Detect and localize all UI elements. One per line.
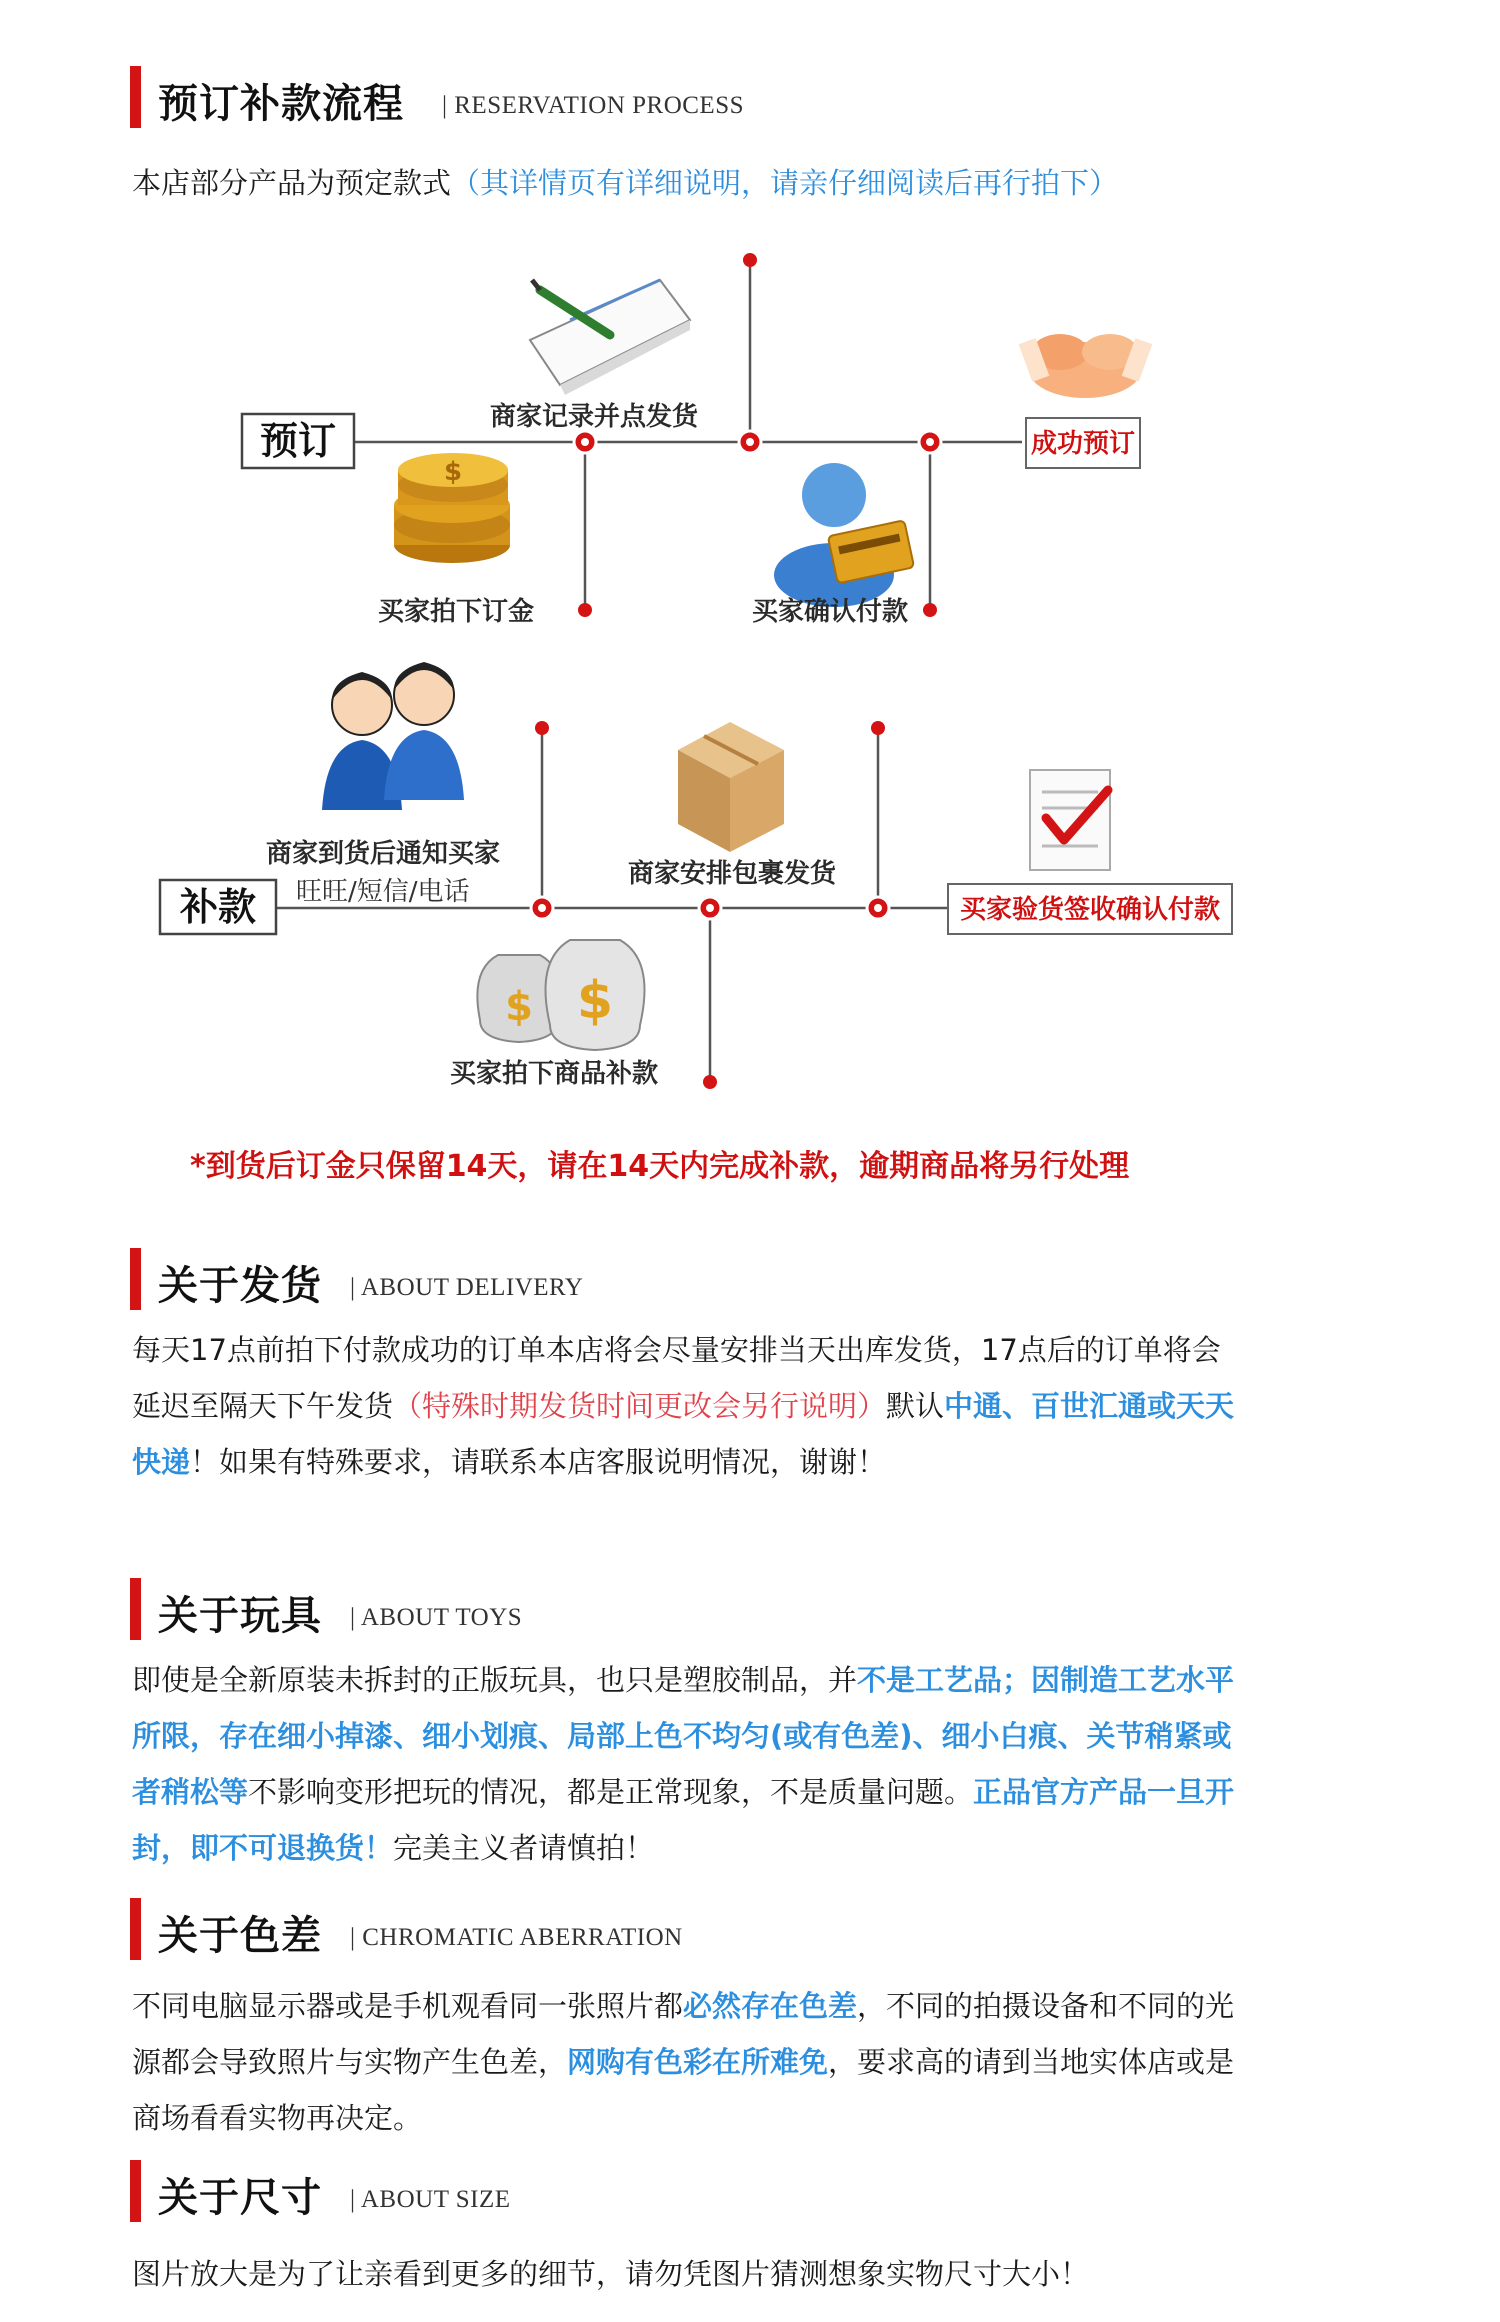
color-online: 网购有色彩在所难免 [567, 2045, 829, 2079]
size-text-1: 图片放大是为了让亲看到更多的细节，请勿凭图片猜测想象实物尺寸大小！ [132, 2257, 1090, 2291]
notebook-pen-icon [530, 280, 690, 395]
toys-text-2: 不影响变形把玩的情况，都是正常现象，不是质量问题。 [248, 1775, 974, 1809]
invoice-check-icon [1030, 770, 1110, 870]
money-bags-icon [477, 940, 644, 1050]
svg-text:$: $ [576, 971, 614, 1031]
section-title: 关于发货 [158, 1263, 322, 1309]
step-merchant-notify: 商家到货后通知买家 [266, 839, 501, 869]
intro-text: 本店部分产品为预定款式 [132, 166, 452, 200]
color-text-2: ，不同的拍摄设备和不同的光源都会导致照片与实物产生色差， [132, 1989, 1235, 2079]
color-inevitable: 必然存在色差 [683, 1989, 858, 2023]
color-text-1: 不同电脑显示器或是手机观看同一张照片都 [132, 1989, 684, 2023]
section-accent-bar [130, 1898, 141, 1960]
section-subtitle: | CHROMATIC ABERRATION [350, 1924, 683, 1951]
gold-coins-icon [394, 453, 510, 563]
end-box-confirm-label: 买家验货签收确认付款 [959, 895, 1221, 925]
delivery-text [132, 1322, 1242, 1490]
toys-text-3: 完美主义者请慎拍！ [393, 1831, 655, 1865]
deposit-retention-note: *到货后订金只保留14天，请在14天内完成补款，逾期商品将另行处理 [190, 1149, 1130, 1184]
handshake-icon [1019, 334, 1153, 398]
start-box-balance-label: 补款 [179, 885, 257, 929]
delivery-text-2: 默认 [886, 1389, 945, 1423]
section-subtitle: | ABOUT SIZE [350, 2186, 511, 2213]
start-box-reserve-label: 预订 [259, 419, 337, 463]
size-text [132, 2246, 1242, 2302]
toys-text [132, 1652, 1242, 1876]
toys-text-1: 即使是全新原装未拆封的正版玩具，也只是塑胶制品，并 [132, 1663, 858, 1697]
section-accent-bar [130, 1248, 141, 1310]
delivery-text-3: ！如果有特殊要求，请联系本店客服说明情况，谢谢！ [190, 1445, 887, 1479]
section-title: 预订补款流程 [158, 81, 404, 127]
step-buyer-balance: 买家拍下商品补款 [450, 1059, 659, 1089]
step-buyer-deposit: 买家拍下订金 [378, 597, 535, 627]
color-text [132, 1978, 1242, 2146]
intro-note: （其详情页有详细说明，请亲仔细阅读后再行拍下） [451, 166, 1119, 200]
customer-service-icon [322, 662, 464, 810]
delivery-special-note: （特殊时期发货时间更改会另行说明） [393, 1389, 887, 1423]
step-merchant-notify-sub: 旺旺/短信/电话 [296, 877, 470, 907]
section-subtitle: | ABOUT TOYS [350, 1604, 523, 1631]
step-buyer-confirm: 买家确认付款 [752, 597, 909, 627]
delivery-text-1: 每天17点前拍下付款成功的订单本店将会尽量安排当天出库发货，17点后的订单将会延迟至隔天下午发货 [132, 1333, 1221, 1423]
toys-defects: 不是工艺品；因制造工艺水平所限，存在细小掉漆、细小划痕、局部上色不均匀(或有色差)、细小白痕、关节稍紧或者稍松等 [132, 1663, 1235, 1809]
section-accent-bar [130, 2160, 141, 2222]
step-merchant-record: 商家记录并点发货 [490, 402, 699, 432]
section-title: 关于尺寸 [158, 2175, 322, 2221]
section-subtitle: | ABOUT DELIVERY [350, 1274, 584, 1301]
svg-text:$: $ [505, 984, 533, 1030]
step-merchant-ship: 商家安排包裹发货 [628, 859, 837, 889]
user-card-icon [774, 463, 914, 607]
svg-text:$: $ [443, 457, 463, 487]
section-title: 关于玩具 [158, 1593, 322, 1639]
color-text-3: ，要求高的请到当地实体店或是商场看看实物再决定。 [132, 2045, 1235, 2135]
package-box-icon [678, 722, 784, 852]
section-subtitle: | RESERVATION PROCESS [442, 92, 745, 119]
toys-no-return: 正品官方产品一旦开封，即不可退换货！ [132, 1775, 1235, 1865]
delivery-couriers: 中通、百世汇通或天天快递 [132, 1389, 1235, 1479]
section-accent-bar [130, 1578, 141, 1640]
end-box-success-label: 成功预订 [1030, 429, 1136, 459]
section-title: 关于色差 [158, 1913, 322, 1959]
